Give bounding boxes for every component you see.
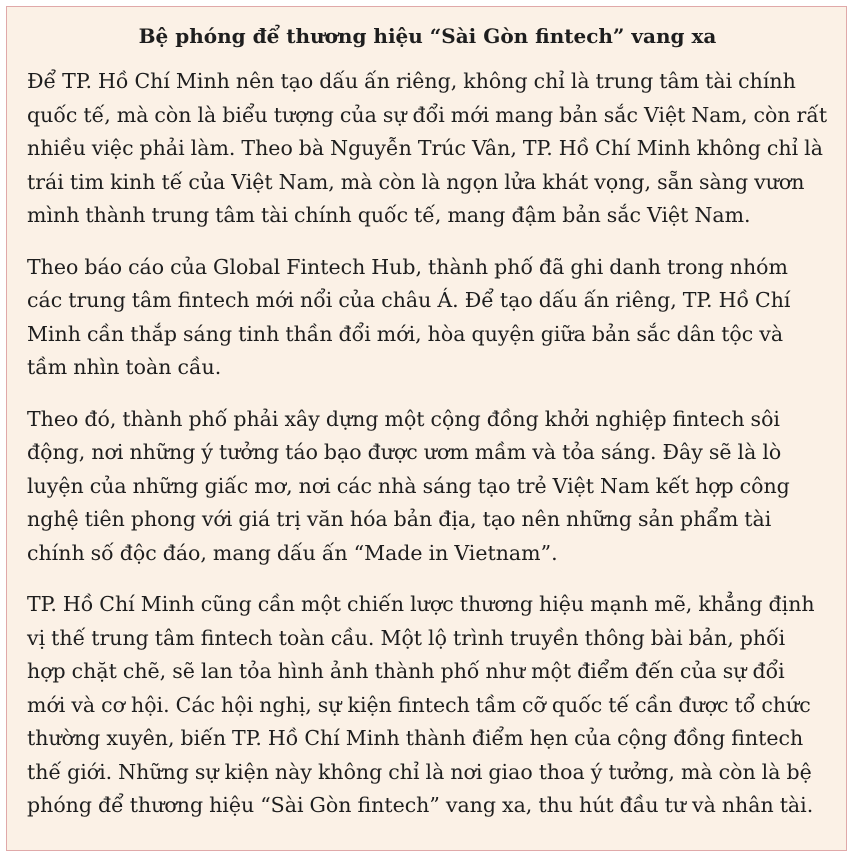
article-paragraph-4: TP. Hồ Chí Minh cũng cần một chiến lược thương hiệu mạnh mẽ, khẳng định vị thế trung tâm fintech toàn cầu. Một lộ trình truyền thông bài bản, phối hợp chặt chẽ, sẽ lan tỏa hình ảnh thành phố như một điểm đến của sự đổi mới và cơ hội. Các hội nghị, sự kiện fintech tầm cỡ quốc tế cần được tổ chức thường xuyên, biến TP. Hồ Chí Minh thành điểm hẹn của cộng đồng fintech thế giới. Những sự kiện này không chỉ là nơi giao thoa ý tưởng, mà còn là bệ phóng để thương hiệu “Sài Gòn fintech” vang xa, thu hút đầu tư và nhân tài. bbox=[27, 592, 815, 817]
article-paragraph-3: Theo đó, thành phố phải xây dựng một cộng đồng khởi nghiệp fintech sôi động, nơi những ý tưởng táo bạo được ươm mầm và tỏa sáng. Đây sẽ là lò luyện của những giấc mơ, nơi các nhà sáng tạo trẻ Việt Nam kết hợp công nghệ tiên phong với giá trị văn hóa bản địa, tạo nên những sản phẩm tài chính số độc đáo, mang dấu ấn “Made in Vietnam”. bbox=[27, 406, 790, 565]
article-box bbox=[6, 6, 847, 851]
article-paragraph-1: Để TP. Hồ Chí Minh nên tạo dấu ấn riêng, không chỉ là trung tâm tài chính quốc tế, mà còn là biểu tượng của sự đổi mới mang bản sắc Việt Nam, còn rất nhiều việc phải làm. Theo bà Nguyễn Trúc Vân, TP. Hồ Chí Minh không chỉ là trái tim kinh tế của Việt Nam, mà còn là ngọn lửa khát vọng, sẵn sàng vươn mình thành trung tâm tài chính quốc tế, mang đậm bản sắc Việt Nam. bbox=[27, 69, 828, 227]
article-title: Bệ phóng để thương hiệu “Sài Gòn fintech” vang xa bbox=[138, 24, 717, 48]
article-paragraph-2: Theo báo cáo của Global Fintech Hub, thành phố đã ghi danh trong nhóm các trung tâm fintech mới nổi của châu Á. Để tạo dấu ấn riêng, TP. Hồ Chí Minh cần thắp sáng tinh thần đổi mới, hòa quyện giữa bản sắc dân tộc và tầm nhìn toàn cầu. bbox=[27, 254, 791, 379]
